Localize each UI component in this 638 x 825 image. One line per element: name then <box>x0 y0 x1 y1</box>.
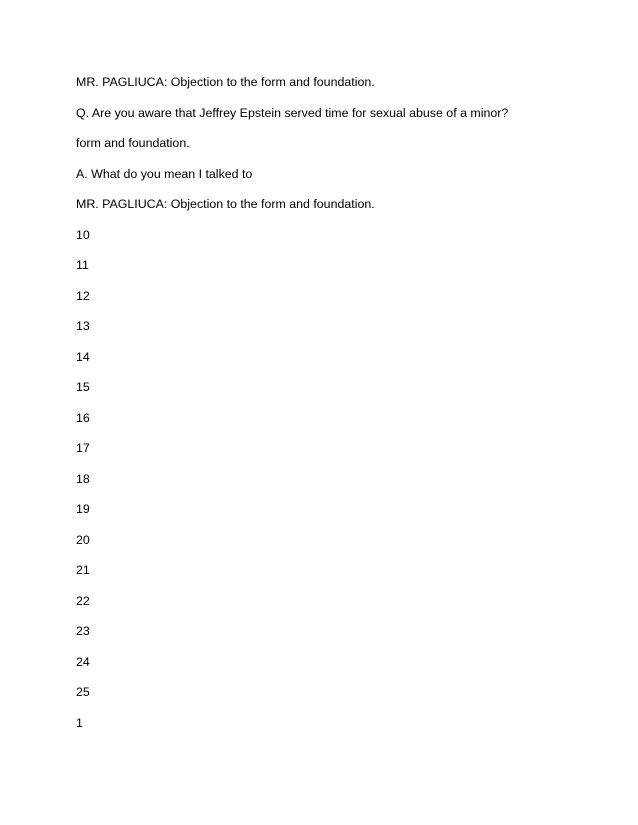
line-number: 14 <box>76 350 90 364</box>
line-number: 10 <box>76 228 90 242</box>
line-number: 25 <box>76 685 90 699</box>
line-number: 19 <box>76 502 90 516</box>
transcript-line: MR. PAGLIUCA: Objection to the form and foundation. <box>76 75 375 89</box>
line-number: 22 <box>76 594 90 608</box>
transcript-line: MR. PAGLIUCA: Objection to the form and foundation. <box>76 197 375 211</box>
line-number: 21 <box>76 563 90 577</box>
line-number: 11 <box>76 258 89 272</box>
line-number: 16 <box>76 411 90 425</box>
line-number: 23 <box>76 624 90 638</box>
line-number: 12 <box>76 289 90 303</box>
transcript-line: A. What do you mean I talked to <box>76 167 253 181</box>
line-number: 24 <box>76 655 90 669</box>
transcript-line: form and foundation. <box>76 136 190 150</box>
line-number: 15 <box>76 380 90 394</box>
line-number: 18 <box>76 472 90 486</box>
line-number: 20 <box>76 533 90 547</box>
transcript-line: Q. Are you aware that Jeffrey Epstein served time for sexual abuse of a minor? <box>76 106 509 120</box>
line-number: 13 <box>76 319 90 333</box>
line-number: 17 <box>76 441 90 455</box>
line-number: 1 <box>76 716 83 730</box>
